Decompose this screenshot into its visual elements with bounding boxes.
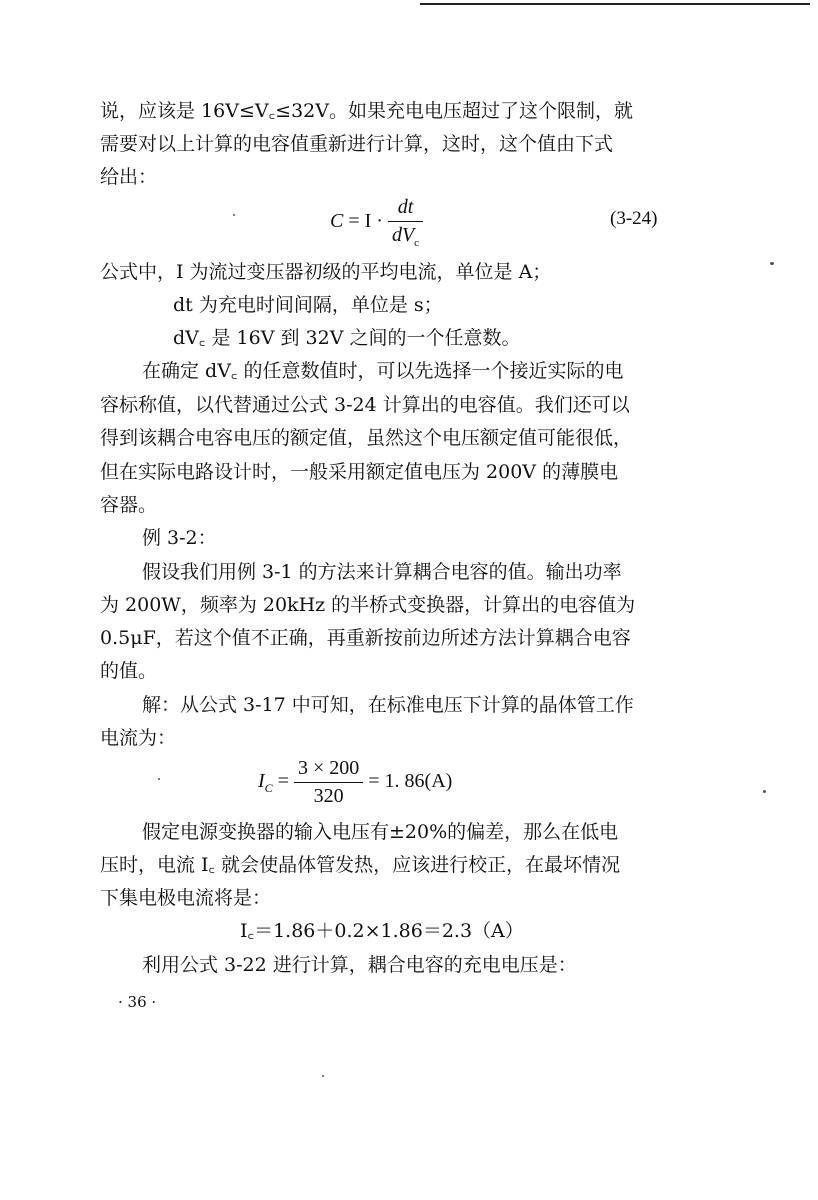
text-line: 下集电极电流将是： xyxy=(100,887,272,909)
text-line: 得到该耦合电容电压的额定值，虽然这个电压额定值可能很低， xyxy=(100,427,633,449)
eq-result: = 1. 86(A) xyxy=(363,770,453,793)
eq-denominator: 320 xyxy=(313,785,344,807)
text-line: 例 3-2： xyxy=(142,527,217,549)
text-line: 给出： xyxy=(100,166,158,188)
text-line: 假设我们用例 3-1 的方法来计算耦合电容的值。输出功率 xyxy=(142,561,622,583)
eq-fraction xyxy=(294,757,363,808)
text-line: 说，应该是 16V≤V꜀≤32V。如果充电电压超过了这个限制，就 xyxy=(100,100,633,122)
scan-speck xyxy=(233,214,235,216)
eq-lhs: C xyxy=(330,210,344,233)
scan-speck xyxy=(770,262,774,265)
scan-speck xyxy=(158,778,160,780)
scan-speck xyxy=(763,790,766,793)
text-line: dt 为充电时间间隔，单位是 s； xyxy=(173,294,443,316)
text-line: 解：从公式 3-17 中可知，在标准电压下计算的晶体管工作 xyxy=(142,694,634,716)
text-line: 假定电源变换器的输入电压有±20%的偏差，那么在低电 xyxy=(142,821,619,843)
text-line: 但在实际电路设计时，一般采用额定值电压为 200V 的薄膜电 xyxy=(100,461,619,483)
equation-ic-worst-case: I꜀＝1.86＋0.2×1.86＝2.3（A） xyxy=(240,920,524,942)
eq-numerator: 3 × 200 xyxy=(294,757,363,783)
eq-equals: = xyxy=(272,770,294,793)
page-number: · 36 · xyxy=(118,993,157,1011)
text-line: 在确定 dV꜀ 的任意数值时，可以先选择一个接近实际的电 xyxy=(142,360,624,382)
text-line: 为 200W，频率为 20kHz 的半桥式变换器，计算出的电容值为 xyxy=(100,594,636,616)
equation-3-24 xyxy=(330,196,423,249)
eq-lhs: $I_C$ xyxy=(258,770,273,796)
eq-mid: = I · xyxy=(343,210,388,233)
eq-numerator: dt xyxy=(388,196,423,222)
text-line: 容标称值，以代替通过公式 3-24 计算出的电容值。我们还可以 xyxy=(100,394,630,416)
text-line: dV꜀ 是 16V 到 32V 之间的一个任意数。 xyxy=(173,327,521,349)
text-line: 的值。 xyxy=(100,660,158,682)
scan-edge-line xyxy=(420,3,810,5)
eq-denominator: $dV_c$ xyxy=(391,224,420,249)
text-line: 利用公式 3-22 进行计算，耦合电容的充电电压是： xyxy=(142,954,577,976)
text-line: 0.5μF，若这个值不正确，再重新按前边所述方法计算耦合电容 xyxy=(100,627,631,649)
text-line: 容器。 xyxy=(100,494,158,516)
text-line: 压时，电流 I꜀ 就会使晶体管发热，应该进行校正，在最坏情况 xyxy=(100,854,621,876)
equation-label: (3-24) xyxy=(610,208,658,229)
text-line: 需要对以上计算的电容值重新进行计算，这时，这个值由下式 xyxy=(100,133,614,155)
equation-ic xyxy=(258,757,452,808)
eq-fraction xyxy=(388,196,423,249)
text-line: 公式中，I 为流过变压器初级的平均电流，单位是 A； xyxy=(100,261,552,283)
text-line: 电流为： xyxy=(100,727,177,749)
scan-speck xyxy=(322,1075,324,1077)
